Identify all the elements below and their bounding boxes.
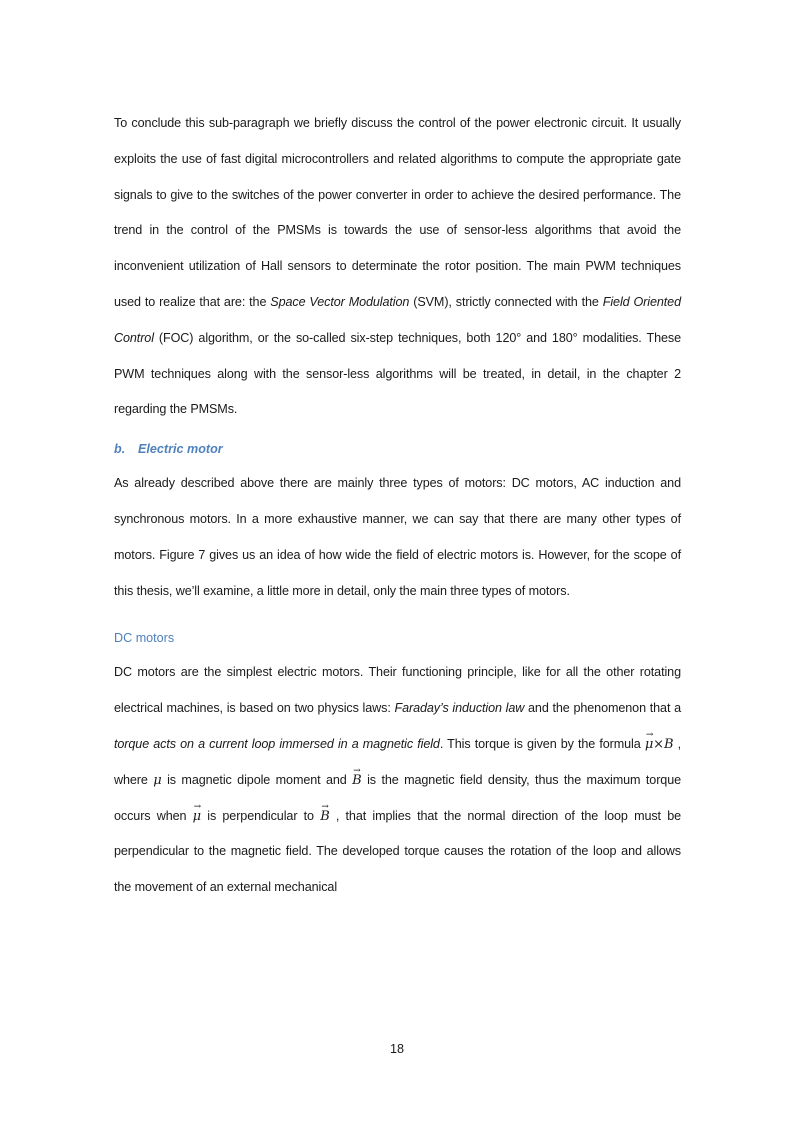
text-run: (SVM), strictly connected with the <box>409 294 603 309</box>
symbol-b-vector: → B <box>352 763 361 799</box>
italic-term-svm: Space Vector Modulation <box>270 294 410 309</box>
italic-term-faraday: Faraday’s induction law <box>394 701 525 716</box>
symbol-mu: μ <box>153 772 162 788</box>
section-number: b. <box>114 442 126 457</box>
text-run: is the magnetic field density, thus the maximum torque occurs when <box>114 772 681 823</box>
paragraph-power-electronics-control <box>114 106 681 428</box>
italic-term-foc: Field Oriented Control <box>114 294 681 345</box>
text-run: DC motors are the simplest electric motors. Their functioning principle, like for all the other rotating electrical machines, is based on two physics laws: <box>114 665 681 716</box>
text-run: , where <box>114 736 681 787</box>
paragraph-dc-motors <box>114 655 681 906</box>
text-run: To conclude this sub-paragraph we briefly discuss the control of the power electronic circuit. It usually exploits the use of fast digital microcontrollers and related algorithms to compute the appropriate gate signals to give to the switches of the power converter in order to achieve the desired performance. The trend in the control of the PMSMs is towards the use of sensor-less algorithms that avoid the inconvenient utilization of Hall sensors to determinate the rotor position. The main PWM techniques used to realize that are: the <box>114 116 681 309</box>
page-body <box>114 106 681 906</box>
text-run: is perpendicular to <box>201 808 321 823</box>
formula-b: B <box>663 736 674 752</box>
text-run: (FOC) algorithm, or the so-called six-step techniques, both 120° and 180° modalities. These PWM techniques along with the sensor-less algorithms will be treated, in detail, in the chapter 2 regarding the PMSMs. <box>114 330 681 417</box>
formula-mu-vector: → μ <box>645 727 653 763</box>
text-run: . This torque is given by the formula <box>439 736 645 751</box>
subsection-heading-dc-motors: DC motors <box>114 631 175 646</box>
symbol-mu-vector: → μ <box>193 799 201 835</box>
section-title: Electric motor <box>138 442 223 457</box>
paragraph-motor-types: As already described above there are mainly three types of motors: DC motors, AC induction and synchronous motors. In a more exhaustive manner, we can say that there are many other types of motors. Figure 7 gives us an idea of how wide the field of electric motors is. However, for the scope of this thesis, we’ll examine, a little more in detail, only the main three types of motors. <box>114 476 681 598</box>
section-heading-electric-motor <box>114 434 681 464</box>
text-run: and the phenomenon that a <box>524 701 681 716</box>
formula-cross: × <box>653 736 664 752</box>
page-number: 18 <box>389 1042 404 1056</box>
text-run: , that implies that the normal direction of the loop must be perpendicular to the magnetic field. The developed torque causes the rotation of the loop and allows the movement of an external mechanical <box>114 808 681 895</box>
torque-formula <box>645 737 674 752</box>
symbol-b-vector: → B <box>320 799 329 835</box>
text-run: is magnetic dipole moment and <box>161 772 353 787</box>
italic-term-torque: torque acts on a current loop immersed in a magnetic field <box>114 736 440 751</box>
